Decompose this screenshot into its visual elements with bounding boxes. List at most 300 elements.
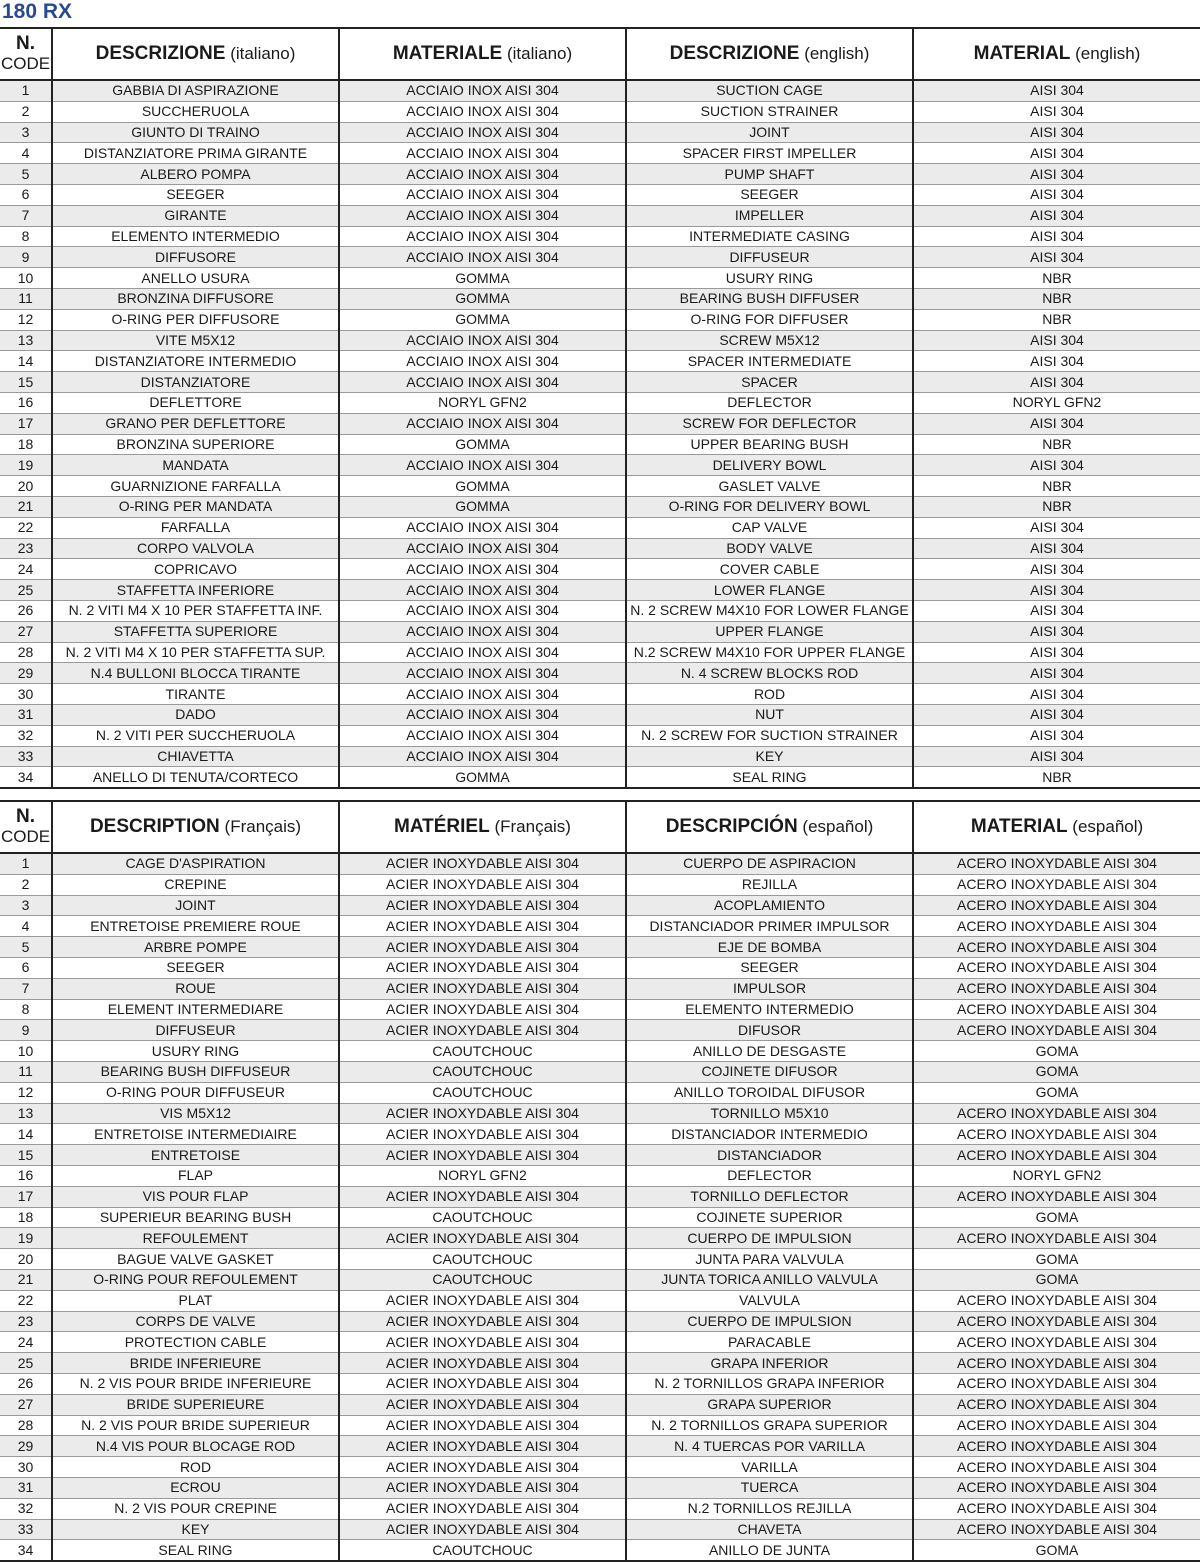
cell-code: 21 [0,1269,52,1290]
cell-code: 33 [0,746,52,767]
cell-description: N. 4 TUERCAS POR VARILLA [626,1436,913,1457]
cell-material: ACCIAIO INOX AISI 304 [339,184,626,205]
cell-material: ACIER INOXYDABLE AISI 304 [339,1457,626,1478]
cell-code: 34 [0,767,52,788]
cell-description: DIFFUSEUR [626,247,913,268]
cell-material: ACCIAIO INOX AISI 304 [339,559,626,580]
cell-code: 20 [0,1249,52,1270]
table-row [0,1186,1200,1207]
cell-material: ACCIAIO INOX AISI 304 [339,413,626,434]
cell-material: AISI 304 [913,143,1200,164]
cell-description: DEFLETTORE [52,392,339,413]
cell-description: NUT [626,704,913,725]
cell-code: 10 [0,268,52,289]
cell-code: 20 [0,476,52,497]
cell-code: 8 [0,999,52,1020]
cell-description: CORPS DE VALVE [52,1311,339,1332]
cell-description: ARBRE POMPE [52,937,339,958]
cell-material: ACCIAIO INOX AISI 304 [339,684,626,705]
cell-description: DISTANCIADOR [626,1145,913,1166]
cell-description: ANELLO USURA [52,268,339,289]
cell-material: ACIER INOXYDABLE AISI 304 [339,1332,626,1353]
cell-material: CAOUTCHOUC [339,1082,626,1103]
cell-description: DIFFUSEUR [52,1020,339,1041]
cell-material: ACIER INOXYDABLE AISI 304 [339,937,626,958]
cell-description: DELIVERY BOWL [626,455,913,476]
header-row [0,28,1200,80]
cell-material: ACIER INOXYDABLE AISI 304 [339,1498,626,1519]
cell-material: AISI 304 [913,600,1200,621]
cell-description: COPRICAVO [52,559,339,580]
cell-material: ACCIAIO INOX AISI 304 [339,164,626,185]
cell-material: GOMMA [339,288,626,309]
cell-material: ACCIAIO INOX AISI 304 [339,330,626,351]
cell-material: ACERO INOXYDABLE AISI 304 [913,1228,1200,1249]
cell-material: CAOUTCHOUC [339,1249,626,1270]
cell-material: CAOUTCHOUC [339,1207,626,1228]
table-row [0,642,1200,663]
cell-code: 4 [0,143,52,164]
cell-description: ELEMENT INTERMEDIARE [52,999,339,1020]
table-body [0,853,1200,1561]
cell-material: ACERO INOXYDABLE AISI 304 [913,874,1200,895]
table-row [0,351,1200,372]
cell-material: ACIER INOXYDABLE AISI 304 [339,1145,626,1166]
cell-description: N.4 VIS POUR BLOCAGE ROD [52,1436,339,1457]
cell-description: USURY RING [626,268,913,289]
cell-description: CHIAVETTA [52,746,339,767]
cell-description: ACOPLAMIENTO [626,895,913,916]
cell-description: N. 2 VITI M4 X 10 PER STAFFETTA SUP. [52,642,339,663]
table-row [0,874,1200,895]
cell-code: 1 [0,853,52,874]
table-row [0,1394,1200,1415]
cell-code: 9 [0,247,52,268]
header-description-french [52,801,339,853]
cell-description: JOINT [626,122,913,143]
cell-material: ACIER INOXYDABLE AISI 304 [339,874,626,895]
cell-code: 24 [0,1332,52,1353]
cell-description: SEEGER [52,184,339,205]
table-row [0,268,1200,289]
cell-material: NORYL GFN2 [913,392,1200,413]
cell-code: 31 [0,1477,52,1498]
cell-material: ACIER INOXYDABLE AISI 304 [339,1228,626,1249]
cell-description: EJE DE BOMBA [626,937,913,958]
header-material-spanish [913,801,1200,853]
table-row [0,1020,1200,1041]
cell-description: N. 2 VIS POUR BRIDE INFERIEURE [52,1373,339,1394]
cell-description: SPACER FIRST IMPELLER [626,143,913,164]
table-row [0,999,1200,1020]
cell-description: GIUNTO DI TRAINO [52,122,339,143]
cell-material: ACERO INOXYDABLE AISI 304 [913,957,1200,978]
cell-material: NBR [913,309,1200,330]
table-row [0,434,1200,455]
header-bold: DESCRIPCIÓN [665,816,798,837]
cell-material: ACIER INOXYDABLE AISI 304 [339,1103,626,1124]
cell-material: ACERO INOXYDABLE AISI 304 [913,916,1200,937]
cell-material: GOMMA [339,309,626,330]
table-row [0,600,1200,621]
table-row [0,1061,1200,1082]
cell-material: AISI 304 [913,684,1200,705]
cell-material: ACCIAIO INOX AISI 304 [339,642,626,663]
cell-material: ACERO INOXYDABLE AISI 304 [913,1124,1200,1145]
cell-code: 3 [0,122,52,143]
cell-description: BAGUE VALVE GASKET [52,1249,339,1270]
cell-code: 30 [0,684,52,705]
cell-material: ACERO INOXYDABLE AISI 304 [913,1311,1200,1332]
cell-description: ENTRETOISE INTERMEDIAIRE [52,1124,339,1145]
cell-description: BRONZINA DIFFUSORE [52,288,339,309]
header-bold: MATERIAL [970,816,1068,837]
cell-material: ACERO INOXYDABLE AISI 304 [913,1394,1200,1415]
cell-material: AISI 304 [913,205,1200,226]
cell-code: 19 [0,1228,52,1249]
cell-material: ACIER INOXYDABLE AISI 304 [339,1020,626,1041]
cell-description: VARILLA [626,1457,913,1478]
table-row [0,916,1200,937]
cell-material: NORYL GFN2 [339,1165,626,1186]
cell-material: GOMA [913,1249,1200,1270]
cell-material: GOMMA [339,767,626,788]
table-row [0,1103,1200,1124]
table-row [0,413,1200,434]
cell-description: CAP VALVE [626,517,913,538]
header-material-italian [339,28,626,80]
cell-code: 6 [0,184,52,205]
cell-material: AISI 304 [913,663,1200,684]
cell-material: AISI 304 [913,122,1200,143]
cell-description: DADO [52,704,339,725]
cell-material: ACIER INOXYDABLE AISI 304 [339,1290,626,1311]
cell-material: AISI 304 [913,621,1200,642]
header-bold: MATERIALE [392,43,503,64]
table-row [0,746,1200,767]
cell-description: INTERMEDIATE CASING [626,226,913,247]
cell-material: ACIER INOXYDABLE AISI 304 [339,916,626,937]
cell-material: ACERO INOXYDABLE AISI 304 [913,1290,1200,1311]
table-row [0,937,1200,958]
cell-description: SPACER INTERMEDIATE [626,351,913,372]
table-row [0,330,1200,351]
cell-description: PROTECTION CABLE [52,1332,339,1353]
cell-material: ACCIAIO INOX AISI 304 [339,746,626,767]
cell-material: CAOUTCHOUC [339,1540,626,1561]
cell-material: ACCIAIO INOX AISI 304 [339,80,626,101]
header-bold: DESCRIZIONE [669,43,800,64]
cell-material: GOMA [913,1041,1200,1062]
cell-description: SEEGER [52,957,339,978]
cell-description: DEFLECTOR [626,392,913,413]
cell-material: ACERO INOXYDABLE AISI 304 [913,1373,1200,1394]
cell-description: O-RING PER DIFFUSORE [52,309,339,330]
cell-description: GRAPA SUPERIOR [626,1394,913,1415]
cell-code: 6 [0,957,52,978]
cell-material: GOMMA [339,496,626,517]
cell-description: KEY [52,1519,339,1540]
table-row [0,1041,1200,1062]
header-material-french [339,801,626,853]
header-code [0,801,52,853]
cell-description: N. 2 VITI M4 X 10 PER STAFFETTA INF. [52,600,339,621]
cell-description: ALBERO POMPA [52,164,339,185]
cell-description: N. 2 SCREW M4X10 FOR LOWER FLANGE [626,600,913,621]
cell-code: 7 [0,978,52,999]
header-light: (english) [804,44,870,63]
cell-description: CAGE D'ASPIRATION [52,853,339,874]
cell-description: BRONZINA SUPERIORE [52,434,339,455]
cell-code: 11 [0,1061,52,1082]
cell-description: TORNILLO M5X10 [626,1103,913,1124]
cell-material: ACCIAIO INOX AISI 304 [339,205,626,226]
parts-table-italian-english [0,27,1200,789]
table-row [0,226,1200,247]
cell-description: TUERCA [626,1477,913,1498]
cell-code: 29 [0,1436,52,1457]
table-row [0,1249,1200,1270]
cell-material: ACCIAIO INOX AISI 304 [339,517,626,538]
cell-material: AISI 304 [913,226,1200,247]
cell-material: ACCIAIO INOX AISI 304 [339,455,626,476]
cell-code: 27 [0,1394,52,1415]
cell-code: 26 [0,1373,52,1394]
cell-description: SUCTION CAGE [626,80,913,101]
cell-material: ACERO INOXYDABLE AISI 304 [913,1103,1200,1124]
cell-description: PUMP SHAFT [626,164,913,185]
table-row [0,767,1200,788]
cell-description: COJINETE SUPERIOR [626,1207,913,1228]
cell-code: 25 [0,1353,52,1374]
table-row [0,1228,1200,1249]
cell-description: SEEGER [626,957,913,978]
cell-code: 29 [0,663,52,684]
cell-description: VITE M5X12 [52,330,339,351]
cell-description: SCREW M5X12 [626,330,913,351]
table-row [0,1436,1200,1457]
cell-material: AISI 304 [913,642,1200,663]
cell-code: 17 [0,413,52,434]
header-bold: DESCRIZIONE [95,43,226,64]
cell-description: BRIDE INFERIEURE [52,1353,339,1374]
cell-material: ACCIAIO INOX AISI 304 [339,372,626,393]
cell-material: ACERO INOXYDABLE AISI 304 [913,1186,1200,1207]
cell-material: AISI 304 [913,372,1200,393]
cell-description: CHAVETA [626,1519,913,1540]
cell-code: 9 [0,1020,52,1041]
table-row [0,184,1200,205]
cell-description: IMPELLER [626,205,913,226]
cell-description: BRIDE SUPERIEURE [52,1394,339,1415]
cell-description: DISTANCIADOR INTERMEDIO [626,1124,913,1145]
cell-description: DIFFUSORE [52,247,339,268]
cell-description: JOINT [52,895,339,916]
cell-description: SEAL RING [52,1540,339,1561]
cell-code: 28 [0,1415,52,1436]
header-bold: MATÉRIEL [394,816,490,837]
cell-description: FLAP [52,1165,339,1186]
table-body [0,80,1200,788]
cell-code: 31 [0,704,52,725]
cell-material: GOMMA [339,476,626,497]
table-row [0,1477,1200,1498]
cell-description: PLAT [52,1290,339,1311]
header-light: (español) [1072,817,1144,836]
cell-code: 23 [0,1311,52,1332]
header-description-spanish [626,801,913,853]
table-row [0,1311,1200,1332]
cell-description: BEARING BUSH DIFFUSEUR [52,1061,339,1082]
cell-code: 1 [0,80,52,101]
cell-description: VIS M5X12 [52,1103,339,1124]
cell-code: 32 [0,1498,52,1519]
cell-code: 27 [0,621,52,642]
cell-material: ACIER INOXYDABLE AISI 304 [339,1519,626,1540]
document-title: 180 RX [2,0,73,23]
cell-description: IMPULSOR [626,978,913,999]
table-row [0,663,1200,684]
cell-material: GOMMA [339,268,626,289]
table-row [0,1269,1200,1290]
cell-material: NBR [913,268,1200,289]
cell-description: BODY VALVE [626,538,913,559]
cell-material: GOMA [913,1207,1200,1228]
cell-code: 4 [0,916,52,937]
header-bold: DESCRIPTION [89,816,220,837]
cell-description: JUNTA PARA VALVULA [626,1249,913,1270]
cell-material: ACERO INOXYDABLE AISI 304 [913,1498,1200,1519]
table-row [0,1145,1200,1166]
table-row [0,1165,1200,1186]
table-row [0,288,1200,309]
cell-description: SUCCHERUOLA [52,101,339,122]
cell-material: AISI 304 [913,538,1200,559]
cell-material: AISI 304 [913,455,1200,476]
table-row [0,392,1200,413]
cell-material: ACIER INOXYDABLE AISI 304 [339,895,626,916]
cell-material: NBR [913,767,1200,788]
cell-code: 23 [0,538,52,559]
cell-material: AISI 304 [913,247,1200,268]
cell-description: ELEMENTO INTERMEDIO [52,226,339,247]
cell-description: GIRANTE [52,205,339,226]
cell-material: AISI 304 [913,330,1200,351]
cell-description: ANILLO DE DESGASTE [626,1041,913,1062]
cell-material: AISI 304 [913,746,1200,767]
cell-description: TORNILLO DEFLECTOR [626,1186,913,1207]
cell-material: AISI 304 [913,704,1200,725]
cell-material: ACERO INOXYDABLE AISI 304 [913,1519,1200,1540]
cell-material: ACIER INOXYDABLE AISI 304 [339,1436,626,1457]
header-bold: N. [16,806,35,827]
cell-material: AISI 304 [913,725,1200,746]
cell-description: O-RING FOR DELIVERY BOWL [626,496,913,517]
cell-material: ACCIAIO INOX AISI 304 [339,101,626,122]
table-row [0,1415,1200,1436]
cell-material: AISI 304 [913,184,1200,205]
cell-description: O-RING PER MANDATA [52,496,339,517]
cell-material: AISI 304 [913,517,1200,538]
table-row [0,164,1200,185]
cell-material: ACCIAIO INOX AISI 304 [339,143,626,164]
header-light: CODE [0,827,51,846]
cell-material: ACCIAIO INOX AISI 304 [339,621,626,642]
header-light: (español) [802,817,874,836]
cell-description: VIS POUR FLAP [52,1186,339,1207]
cell-material: ACERO INOXYDABLE AISI 304 [913,853,1200,874]
cell-material: ACIER INOXYDABLE AISI 304 [339,1186,626,1207]
cell-description: BEARING BUSH DIFFUSER [626,288,913,309]
cell-description: LOWER FLANGE [626,580,913,601]
table-row [0,1207,1200,1228]
cell-material: ACCIAIO INOX AISI 304 [339,725,626,746]
table-row [0,704,1200,725]
cell-material: ACCIAIO INOX AISI 304 [339,704,626,725]
header-light: (Français) [224,817,302,836]
cell-material: ACIER INOXYDABLE AISI 304 [339,1373,626,1394]
cell-material: ACCIAIO INOX AISI 304 [339,663,626,684]
cell-description: N. 2 SCREW FOR SUCTION STRAINER [626,725,913,746]
cell-description: UPPER FLANGE [626,621,913,642]
header-light: (italiano) [230,44,296,63]
header-light: (english) [1075,44,1141,63]
table-row [0,1457,1200,1478]
table-row [0,621,1200,642]
cell-material: ACCIAIO INOX AISI 304 [339,538,626,559]
cell-code: 33 [0,1519,52,1540]
cell-description: N. 2 TORNILLOS GRAPA INFERIOR [626,1373,913,1394]
header-light: CODE [0,54,51,73]
cell-description: USURY RING [52,1041,339,1062]
cell-description: CUERPO DE ASPIRACION [626,853,913,874]
table-row [0,684,1200,705]
cell-code: 15 [0,1145,52,1166]
cell-description: CUERPO DE IMPULSION [626,1228,913,1249]
table-row [0,1082,1200,1103]
cell-material: GOMA [913,1061,1200,1082]
cell-code: 28 [0,642,52,663]
header-bold: MATERIAL [973,43,1071,64]
cell-description: O-RING FOR DIFFUSER [626,309,913,330]
cell-description: ECROU [52,1477,339,1498]
cell-code: 12 [0,1082,52,1103]
cell-material: NBR [913,496,1200,517]
cell-description: DIFUSOR [626,1020,913,1041]
cell-material: NBR [913,288,1200,309]
cell-material: ACIER INOXYDABLE AISI 304 [339,1477,626,1498]
table-row [0,853,1200,874]
cell-description: COVER CABLE [626,559,913,580]
table-row [0,517,1200,538]
cell-description: CORPO VALVOLA [52,538,339,559]
cell-description: N. 2 VIS POUR BRIDE SUPERIEUR [52,1415,339,1436]
table-row [0,1519,1200,1540]
table-row [0,496,1200,517]
cell-material: ACIER INOXYDABLE AISI 304 [339,978,626,999]
cell-description: SPACER [626,372,913,393]
cell-code: 16 [0,392,52,413]
cell-description: SEEGER [626,184,913,205]
table-row [0,455,1200,476]
cell-description: ANELLO DI TENUTA/CORTECO [52,767,339,788]
table-row [0,1124,1200,1145]
cell-description: ROUE [52,978,339,999]
cell-code: 7 [0,205,52,226]
cell-material: ACCIAIO INOX AISI 304 [339,247,626,268]
cell-description: N.2 SCREW M4X10 FOR UPPER FLANGE [626,642,913,663]
cell-description: GRAPA INFERIOR [626,1353,913,1374]
